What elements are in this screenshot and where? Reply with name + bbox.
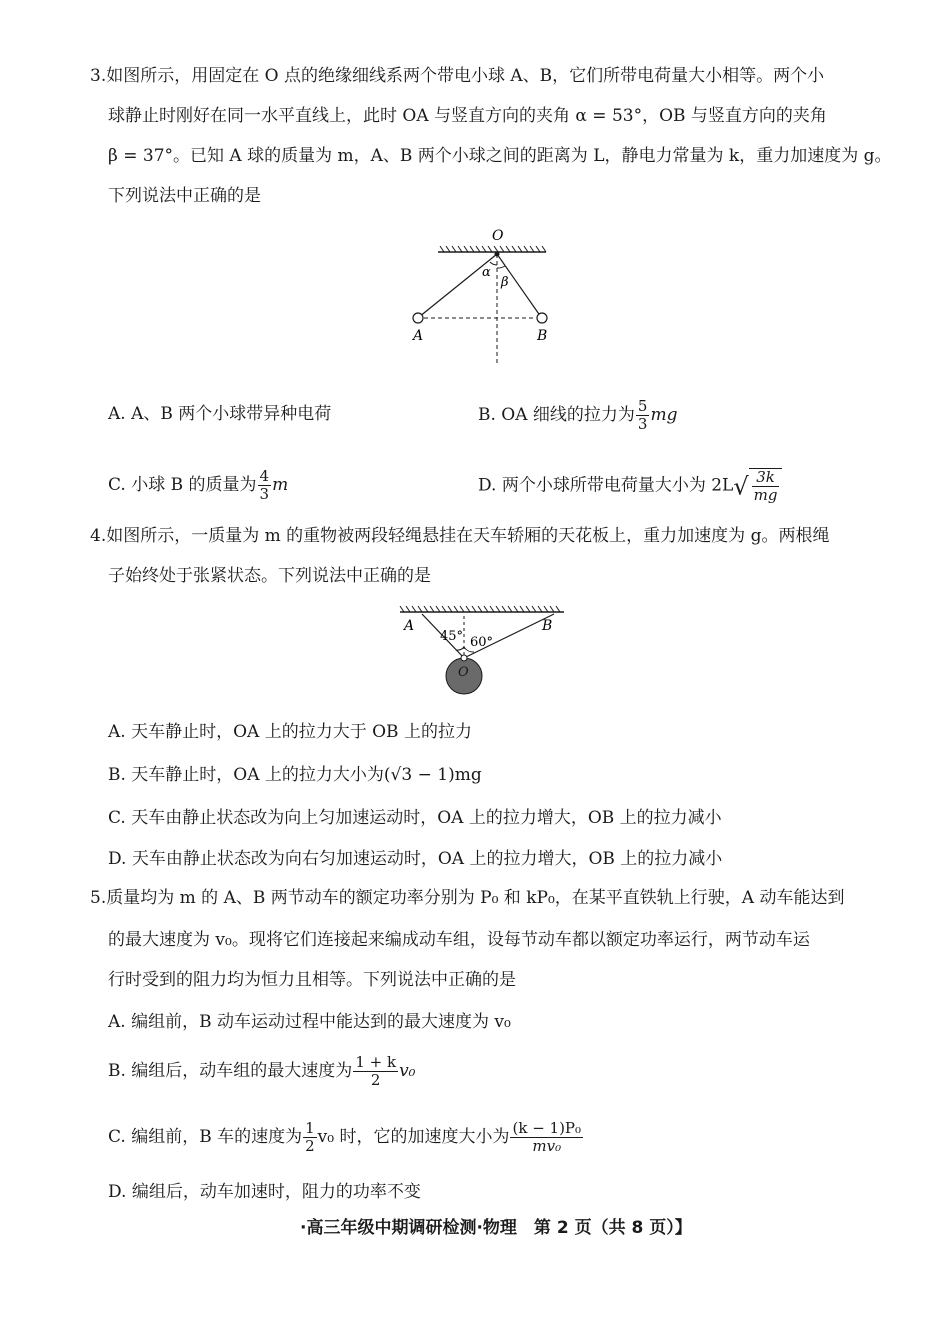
page-footer: ·高三年级中期调研检测·物理 第 2 页（共 8 页）】 bbox=[300, 1218, 692, 1238]
q3-label-beta: β bbox=[501, 275, 509, 290]
q3-figure bbox=[400, 222, 570, 372]
q4-label-o: O bbox=[458, 665, 469, 680]
q3-option-d[interactable]: D. 两个小球所带电荷量大小为 2L√ $\frac{3k}{mg}$ bbox=[478, 468, 782, 504]
q3-stem-line4: 下列说法中正确的是 bbox=[108, 186, 261, 206]
q3-stem-line1: 3.如图所示，用固定在 O 点的绝缘细线系两个带电小球 A、B，它们所带电荷量大小相等。两个小 bbox=[90, 66, 825, 86]
q4-option-a[interactable]: A. 天车静止时，OA 上的拉力大于 OB 上的拉力 bbox=[108, 722, 472, 742]
q4-option-c[interactable]: C. 天车由静止状态改为向上匀加速运动时，OA 上的拉力增大，OB 上的拉力减小 bbox=[108, 808, 722, 828]
q5-option-d[interactable]: D. 编组后，动车加速时，阻力的功率不变 bbox=[108, 1182, 421, 1202]
q5-stem-line1: 5.质量均为 m 的 A、B 两节动车的额定功率分别为 P₀ 和 kP₀，在某平直铁轨上行驶，A 动车能达到 bbox=[90, 888, 845, 908]
q5-option-b[interactable]: B. 编组后，动车组的最大速度为 $\frac{1 + k}{2}$ v₀ bbox=[108, 1053, 416, 1089]
q5-option-a[interactable]: A. 编组前，B 动车运动过程中能达到的最大速度为 v₀ bbox=[108, 1012, 511, 1032]
q3-label-alpha: α bbox=[482, 265, 491, 280]
q4-stem-line1: 4.如图所示，一质量为 m 的重物被两段轻绳悬挂在天车轿厢的天花板上，重力加速度为 g。两根绳 bbox=[90, 526, 830, 546]
q4-option-b[interactable]: B. 天车静止时，OA 上的拉力大小为(√3 − 1)mg bbox=[108, 765, 482, 785]
q3-stem-line2: 球静止时刚好在同一水平直线上，此时 OA 与竖直方向的夹角 α = 53°，OB 与竖直方向的夹角 bbox=[108, 106, 827, 126]
q4-angle-45: 45° bbox=[440, 629, 464, 644]
q4-label-b: B bbox=[542, 618, 553, 634]
q5-stem-line3: 行时受到的阻力均为恒力且相等。下列说法中正确的是 bbox=[108, 970, 516, 990]
q5-stem-line2: 的最大速度为 v₀。现将它们连接起来编成动车组，设每节动车都以额定功率运行，两节动车运 bbox=[108, 930, 810, 950]
q4-stem-line2: 子始终处于张紧状态。下列说法中正确的是 bbox=[108, 566, 431, 586]
q5-option-c[interactable]: C. 编组前，B 车的速度为 $\frac{1}{2}$ v₀ 时，它的加速度大小为 $\frac{\text{(k − 1)P₀}}{\text{mv₀}}$ bbox=[108, 1119, 582, 1155]
q3-label-b: B bbox=[537, 328, 548, 344]
q4-figure bbox=[394, 600, 574, 700]
q4-option-d[interactable]: D. 天车由静止状态改为向右匀加速运动时，OA 上的拉力增大，OB 上的拉力减小 bbox=[108, 849, 723, 869]
q3-stem-line3: β = 37°。已知 A 球的质量为 m，A、B 两个小球之间的距离为 L，静电力常量为 k，重力加速度为 g。 bbox=[108, 146, 892, 166]
q3-option-a[interactable]: A. A、B 两个小球带异种电荷 bbox=[108, 404, 332, 424]
q3-option-b[interactable]: B. OA 细线的拉力为 $\frac{5}{3}$ mg bbox=[478, 397, 678, 433]
q3-label-a: A bbox=[413, 328, 424, 344]
q3-option-c[interactable]: C. 小球 B 的质量为 $\frac{4}{3}$ m bbox=[108, 467, 289, 503]
q4-angle-60: 60° bbox=[470, 635, 494, 650]
q4-label-a: A bbox=[404, 618, 415, 634]
q3-label-o: O bbox=[492, 228, 504, 244]
